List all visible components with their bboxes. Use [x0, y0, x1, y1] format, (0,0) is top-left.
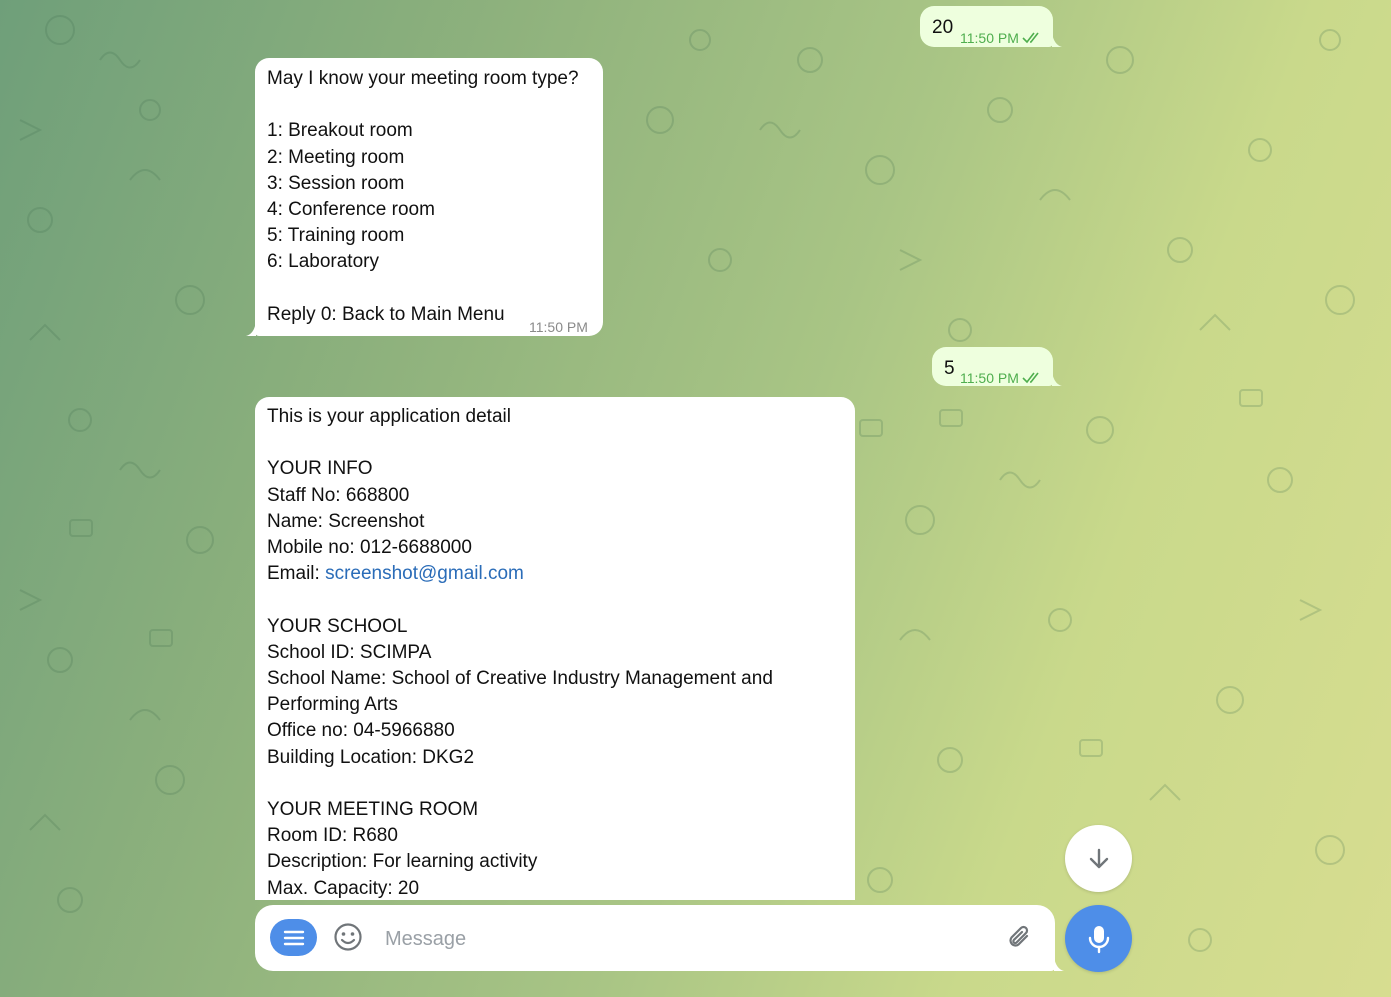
incoming-message-bubble[interactable]	[255, 58, 603, 336]
message-line	[267, 92, 591, 118]
outgoing-message-bubble[interactable]	[920, 6, 1053, 47]
message-composer	[255, 905, 1055, 971]
message-time: 11:50 PM	[529, 319, 588, 335]
double-check-icon	[1022, 372, 1042, 384]
message-line: Performing Arts	[267, 694, 398, 716]
menu-icon	[283, 930, 305, 946]
section-heading: YOUR SCHOOL	[267, 615, 408, 637]
message-line: 4: Conference room	[267, 199, 435, 220]
message-line	[267, 771, 843, 797]
scroll-down-button[interactable]	[1065, 825, 1132, 892]
message-text: 5	[944, 358, 955, 379]
message-line: Office no: 04-5966880	[267, 720, 455, 742]
message-line: School ID: SCIMPA	[267, 641, 432, 663]
email-label: Email:	[267, 563, 326, 585]
message-time	[960, 25, 1042, 51]
bubble-tail	[1052, 372, 1062, 386]
message-line	[267, 587, 843, 613]
microphone-icon	[1085, 924, 1113, 954]
message-text	[267, 66, 591, 328]
section-heading: YOUR INFO	[267, 458, 373, 480]
message-line: This is your application detail	[267, 406, 511, 427]
message-time-text: 11:50 PM	[960, 370, 1019, 386]
message-line: 6: Laboratory	[267, 251, 379, 273]
email-line	[267, 561, 843, 587]
message-text: 20	[932, 17, 954, 38]
message-line: 3: Session room	[267, 172, 405, 194]
message-line: Room ID: R680	[267, 825, 398, 847]
message-line: Staff No: 668800	[267, 484, 410, 506]
message-line: 2: Meeting room	[267, 146, 405, 168]
arrow-down-icon	[1086, 846, 1112, 872]
message-line: Description: For learning activity	[267, 851, 538, 873]
message-line: 5: Training room	[267, 225, 405, 247]
email-link[interactable]: screenshot@gmail.com	[325, 563, 524, 585]
paperclip-icon[interactable]	[1005, 923, 1035, 953]
message-line	[267, 430, 843, 456]
emoji-icon[interactable]	[333, 922, 363, 952]
outgoing-message-bubble[interactable]	[932, 347, 1053, 386]
bot-menu-button[interactable]	[270, 919, 317, 956]
message-line: Name: Screenshot	[267, 510, 425, 532]
application-detail-message[interactable]	[255, 397, 855, 900]
message-line: School Name: School of Creative Industry Management and	[267, 668, 773, 689]
message-time-text: 11:50 PM	[960, 30, 1019, 46]
message-line: 1: Breakout room	[267, 120, 413, 142]
bubble-tail	[1052, 33, 1062, 47]
message-input[interactable]	[383, 919, 987, 959]
bubble-tail	[246, 322, 256, 336]
message-line: Mobile no: 012-6688000	[267, 537, 472, 558]
message-time	[960, 365, 1042, 391]
section-heading: YOUR MEETING ROOM	[267, 799, 479, 820]
voice-record-button[interactable]	[1065, 905, 1132, 972]
message-line	[267, 276, 591, 302]
double-check-icon	[1022, 32, 1042, 44]
message-line: Building Location: DKG2	[267, 746, 475, 768]
message-line: May I know your meeting room type?	[267, 68, 579, 89]
message-line: Reply 0: Back to Main Menu	[267, 303, 505, 325]
composer-tail	[1054, 957, 1064, 971]
message-line: Max. Capacity: 20	[267, 877, 420, 899]
